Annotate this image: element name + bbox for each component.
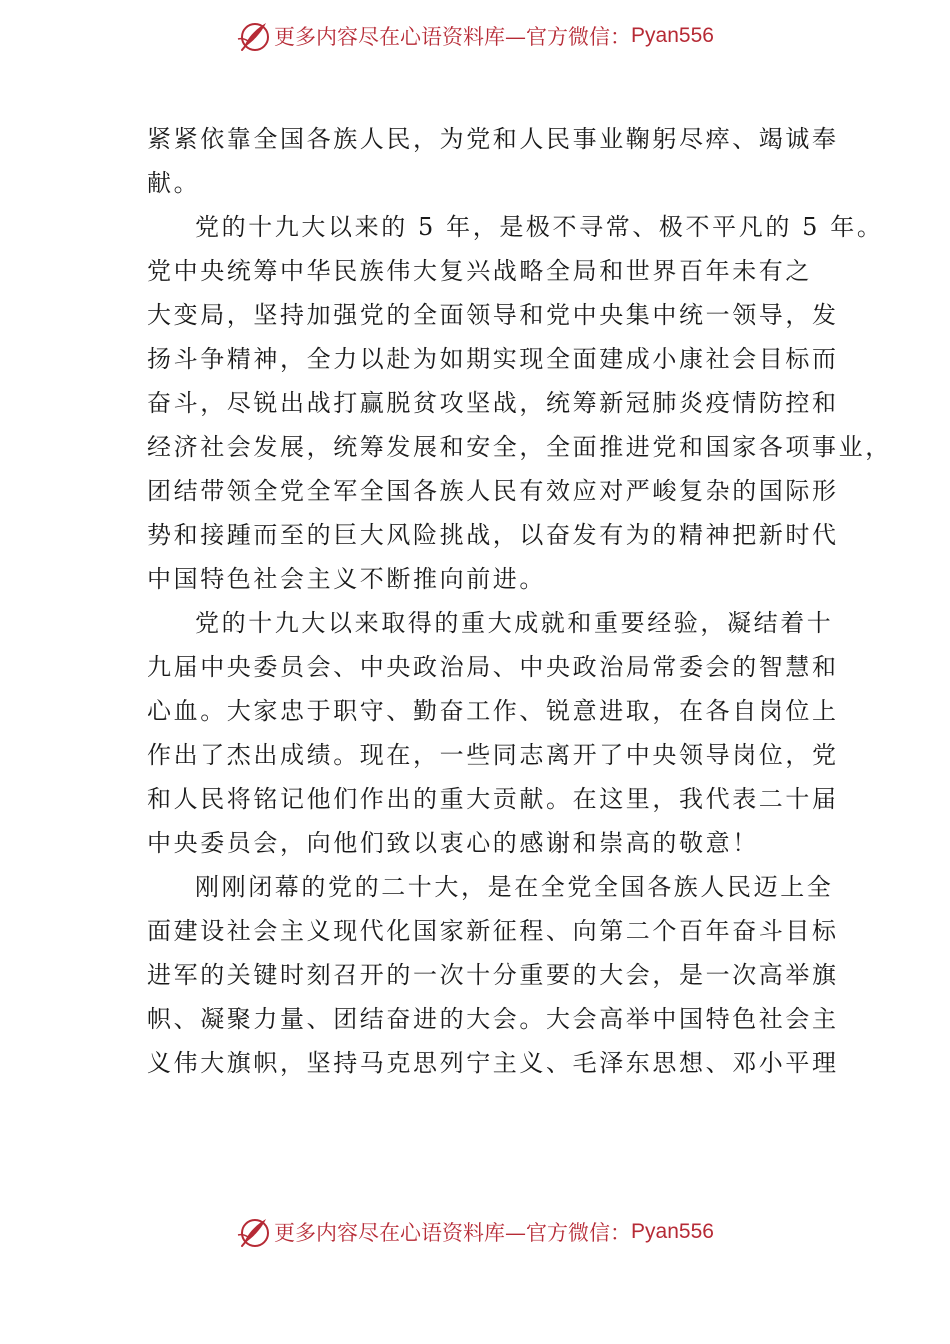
text-line: 党的十九大以来取得的重大成就和重要经验，凝结着十 [195, 609, 834, 637]
header-banner-text: 更多内容尽在心语资料库—官方微信： [274, 25, 632, 49]
footer-wechat-id: Pyan556 [631, 1220, 714, 1243]
text-line: 九届中央委员会、中央政治局、中央政治局常委会的智慧和 [147, 653, 839, 681]
quill-pen-icon [236, 1215, 270, 1249]
text-line: 进军的关键时刻召开的一次十分重要的大会，是一次高举旗 [147, 961, 839, 989]
text-line: 紧紧依靠全国各族人民，为党和人民事业鞠躬尽瘁、竭诚奉 [147, 125, 839, 153]
text-line: 大变局，坚持加强党的全面领导和党中央集中统一领导，发 [147, 301, 839, 329]
text-line: 义伟大旗帜，坚持马克思列宁主义、毛泽东思想、邓小平理 [147, 1049, 839, 1077]
header-wechat-id: Pyan556 [631, 24, 714, 47]
text-line: 中国特色社会主义不断推向前进。 [147, 565, 546, 593]
text-line: 党中央统筹中华民族伟大复兴战略全局和世界百年未有之 [147, 257, 812, 285]
text-line: 势和接踵而至的巨大风险挑战，以奋发有为的精神把新时代 [147, 521, 839, 549]
text-line: 党的十九大以来的 5 年，是极不寻常、极不平凡的 5 年。 [195, 213, 884, 241]
text-line: 经济社会发展，统筹发展和安全，全面推进党和国家各项事业， [147, 433, 892, 461]
text-line: 帜、凝聚力量、团结奋进的大会。大会高举中国特色社会主 [147, 1005, 839, 1033]
text-line: 扬斗争精神，全力以赴为如期实现全面建成小康社会目标而 [147, 345, 839, 373]
text-line: 和人民将铭记他们作出的重大贡献。在这里，我代表二十届 [147, 785, 839, 813]
header-banner [0, 16, 950, 56]
text-line: 团结带领全党全军全国各族人民有效应对严峻复杂的国际形 [147, 477, 839, 505]
text-line: 面建设社会主义现代化国家新征程、向第二个百年奋斗目标 [147, 917, 839, 945]
footer-banner-text: 更多内容尽在心语资料库—官方微信： [274, 1221, 632, 1245]
text-line: 刚刚闭幕的党的二十大，是在全党全国各族人民迈上全 [195, 873, 834, 901]
text-line: 心血。大家忠于职守、勤奋工作、锐意进取，在各自岗位上 [147, 697, 839, 725]
document-body [147, 117, 892, 1085]
footer-banner [0, 1212, 950, 1252]
text-line: 中央委员会，向他们致以衷心的感谢和崇高的敬意！ [147, 829, 759, 857]
text-line: 献。 [147, 169, 201, 197]
quill-pen-icon [236, 19, 270, 53]
text-line: 作出了杰出成绩。现在，一些同志离开了中央领导岗位，党 [147, 741, 839, 769]
text-line: 奋斗，尽锐出战打赢脱贫攻坚战，统筹新冠肺炎疫情防控和 [147, 389, 839, 417]
